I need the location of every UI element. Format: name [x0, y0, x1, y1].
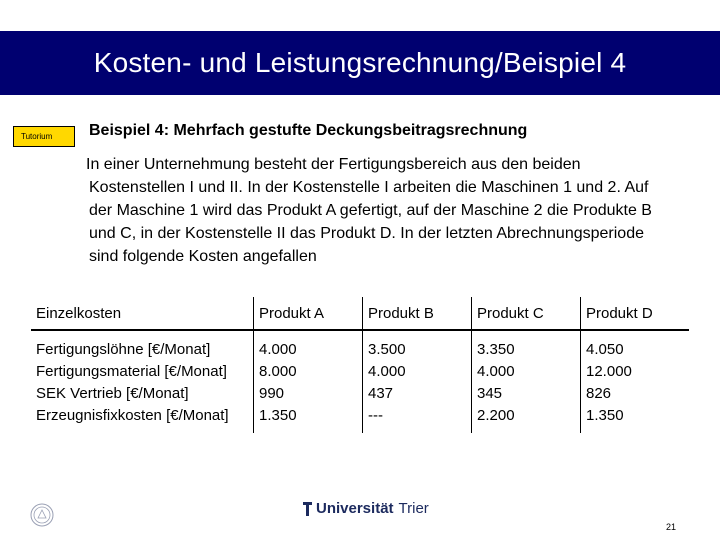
- header-produkt-c: Produkt C: [472, 297, 581, 330]
- university-mark-icon: [303, 502, 312, 516]
- header-produkt-a: Produkt A: [254, 297, 363, 330]
- header-produkt-b: Produkt B: [363, 297, 472, 330]
- value-cell: 345: [477, 385, 503, 402]
- value-cell: 4.000: [368, 363, 406, 380]
- header-produkt-d: Produkt D: [581, 297, 690, 330]
- intro-text: [86, 153, 669, 268]
- value-cell: 826: [586, 385, 612, 402]
- example-subtitle: Beispiel 4: Mehrfach gestufte Deckungsbeitragsrechnung: [89, 122, 528, 139]
- university-name: Universität: [316, 500, 394, 517]
- tutorium-badge: [13, 126, 75, 147]
- top-margin: [0, 0, 720, 31]
- value-cell: 3.500: [368, 341, 406, 358]
- produkt-a-values: [254, 330, 363, 433]
- row-labels-cell: [31, 330, 254, 433]
- value-cell: 3.350: [477, 341, 515, 358]
- value-cell: ---: [368, 407, 383, 424]
- value-cell: 1.350: [586, 407, 624, 424]
- footer-divider: [0, 494, 720, 495]
- value-cell: 4.000: [259, 341, 297, 358]
- title-bar: [0, 31, 720, 95]
- value-cell: 4.000: [477, 363, 515, 380]
- value-cell: 1.350: [259, 407, 297, 424]
- table-header-row: [31, 297, 689, 330]
- row-label: SEK Vertrieb [€/Monat]: [36, 385, 189, 402]
- page-title: Kosten- und Leistungsrechnung/Beispiel 4: [93, 47, 627, 78]
- value-cell: 8.000: [259, 363, 297, 380]
- university-logo: [303, 500, 429, 517]
- university-seal-icon: [30, 503, 54, 527]
- value-cell: 990: [259, 385, 285, 402]
- value-cell: 4.050: [586, 341, 624, 358]
- cost-table: [31, 297, 689, 433]
- row-label: Fertigungsmaterial [€/Monat]: [36, 363, 227, 380]
- university-city: Trier: [398, 500, 429, 517]
- header-einzelkosten: Einzelkosten: [31, 297, 254, 330]
- row-label: Fertigungslöhne [€/Monat]: [36, 341, 211, 358]
- intro-paragraph: In einer Unternehmung besteht der Fertigungsbereich aus den beiden Kostenstellen I und II. In der Kostenstelle I arbeiten die Maschinen 1 und 2. Auf der Maschine 1 wird das Produkt A gefertigt, auf der Maschine 2 die Produkte B und C, in der Kostenstelle II das Produkt D. In der letzten Abrechnungsperiode sind folgende Kosten angefallen: [86, 156, 652, 265]
- value-cell: 437: [368, 385, 394, 402]
- value-cell: 12.000: [586, 363, 632, 380]
- value-cell: 2.200: [477, 407, 515, 424]
- page-number: 21: [666, 522, 677, 532]
- produkt-d-values: [581, 330, 690, 433]
- table-row: [31, 330, 689, 433]
- produkt-c-values: [472, 330, 581, 433]
- row-label: Erzeugnisfixkosten [€/Monat]: [36, 407, 229, 424]
- tutorium-badge-label: Tutorium: [21, 132, 53, 141]
- produkt-b-values: [363, 330, 472, 433]
